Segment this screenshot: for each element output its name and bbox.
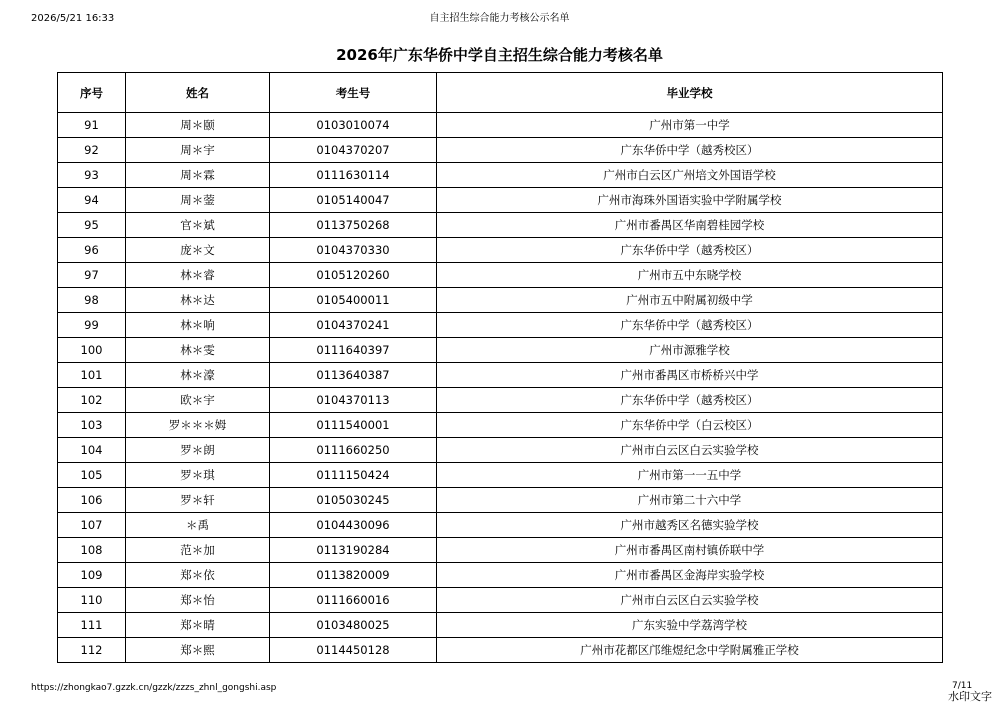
cell-name: 罗＊朗 <box>126 438 270 463</box>
column-header-seq: 序号 <box>58 73 126 113</box>
table-row <box>58 513 943 538</box>
table-row <box>58 463 943 488</box>
cell-school: 广州市白云区广州培文外国语学校 <box>437 163 943 188</box>
cell-student-id: 0104370330 <box>270 238 437 263</box>
table-row <box>58 263 943 288</box>
column-header-name: 姓名 <box>126 73 270 113</box>
cell-name: 林＊达 <box>126 288 270 313</box>
cell-school: 广东实验中学荔湾学校 <box>437 613 943 638</box>
cell-name: 罗＊＊＊姆 <box>126 413 270 438</box>
cell-school: 广州市番禺区南村镇侨联中学 <box>437 538 943 563</box>
cell-seq: 104 <box>58 438 126 463</box>
cell-name: 郑＊怡 <box>126 588 270 613</box>
print-doc-title: 自主招生综合能力考核公示名单 <box>429 13 570 24</box>
cell-name: 林＊雯 <box>126 338 270 363</box>
cell-name: 官＊斌 <box>126 213 270 238</box>
cell-seq: 107 <box>58 513 126 538</box>
table-row <box>58 288 943 313</box>
cell-name: 范＊加 <box>126 538 270 563</box>
cell-student-id: 0105120260 <box>270 263 437 288</box>
page-url: https://zhongkao7.gzzk.cn/gzzk/zzzs_zhnl_gongshi.asp <box>31 683 277 693</box>
cell-school: 广州市白云区白云实验学校 <box>437 438 943 463</box>
print-datetime: 2026/5/21 16:33 <box>31 13 115 24</box>
cell-name: 林＊濠 <box>126 363 270 388</box>
cell-school: 广东华侨中学（越秀校区） <box>437 238 943 263</box>
table-row <box>58 588 943 613</box>
column-header-school: 毕业学校 <box>437 73 943 113</box>
cell-seq: 103 <box>58 413 126 438</box>
page-number: 7/11 <box>952 681 973 691</box>
cell-seq: 91 <box>58 113 126 138</box>
cell-student-id: 0111540001 <box>270 413 437 438</box>
cell-seq: 106 <box>58 488 126 513</box>
cell-name: 郑＊晴 <box>126 613 270 638</box>
cell-name: 罗＊轩 <box>126 488 270 513</box>
cell-school: 广州市第二十六中学 <box>437 488 943 513</box>
cell-student-id: 0111630114 <box>270 163 437 188</box>
cell-name: 罗＊琪 <box>126 463 270 488</box>
watermark-text: 水印文字 <box>948 690 992 703</box>
cell-seq: 111 <box>58 613 126 638</box>
cell-seq: 105 <box>58 463 126 488</box>
cell-name: 庞＊文 <box>126 238 270 263</box>
cell-student-id: 0104430096 <box>270 513 437 538</box>
cell-seq: 109 <box>58 563 126 588</box>
cell-seq: 110 <box>58 588 126 613</box>
cell-school: 广州市番禺区市桥桥兴中学 <box>437 363 943 388</box>
cell-name: 周＊霖 <box>126 163 270 188</box>
cell-seq: 98 <box>58 288 126 313</box>
roster-table <box>57 72 943 663</box>
table-row <box>58 488 943 513</box>
cell-student-id: 0105030245 <box>270 488 437 513</box>
cell-seq: 99 <box>58 313 126 338</box>
cell-seq: 93 <box>58 163 126 188</box>
table-row <box>58 313 943 338</box>
cell-name: 郑＊熙 <box>126 638 270 663</box>
table-row <box>58 138 943 163</box>
table-row <box>58 213 943 238</box>
cell-seq: 102 <box>58 388 126 413</box>
cell-name: ＊禹 <box>126 513 270 538</box>
cell-student-id: 0113640387 <box>270 363 437 388</box>
cell-student-id: 0111660016 <box>270 588 437 613</box>
table-row <box>58 563 943 588</box>
cell-name: 林＊响 <box>126 313 270 338</box>
cell-name: 林＊睿 <box>126 263 270 288</box>
cell-school: 广州市番禺区华南碧桂园学校 <box>437 213 943 238</box>
cell-student-id: 0105140047 <box>270 188 437 213</box>
cell-seq: 96 <box>58 238 126 263</box>
cell-school: 广东华侨中学（白云校区） <box>437 413 943 438</box>
cell-student-id: 0111150424 <box>270 463 437 488</box>
cell-student-id: 0111640397 <box>270 338 437 363</box>
cell-student-id: 0113750268 <box>270 213 437 238</box>
cell-student-id: 0114450128 <box>270 638 437 663</box>
cell-name: 郑＊依 <box>126 563 270 588</box>
cell-name: 周＊颐 <box>126 113 270 138</box>
table-row <box>58 613 943 638</box>
cell-student-id: 0113190284 <box>270 538 437 563</box>
table-row <box>58 388 943 413</box>
cell-student-id: 0103010074 <box>270 113 437 138</box>
table-row <box>58 113 943 138</box>
table-row <box>58 363 943 388</box>
cell-student-id: 0105400011 <box>270 288 437 313</box>
cell-seq: 112 <box>58 638 126 663</box>
cell-school: 广州市白云区白云实验学校 <box>437 588 943 613</box>
table-row <box>58 188 943 213</box>
table-row <box>58 238 943 263</box>
column-header-id: 考生号 <box>270 73 437 113</box>
cell-school: 广东华侨中学（越秀校区） <box>437 138 943 163</box>
table-row <box>58 538 943 563</box>
cell-school: 广东华侨中学（越秀校区） <box>437 388 943 413</box>
cell-student-id: 0113820009 <box>270 563 437 588</box>
cell-seq: 95 <box>58 213 126 238</box>
cell-school: 广州市番禺区金海岸实验学校 <box>437 563 943 588</box>
page-title: 2026年广东华侨中学自主招生综合能力考核名单 <box>336 46 663 64</box>
cell-seq: 101 <box>58 363 126 388</box>
cell-school: 广州市花都区邝维煜纪念中学附属雅正学校 <box>437 638 943 663</box>
cell-student-id: 0104370113 <box>270 388 437 413</box>
cell-school: 广州市第一一五中学 <box>437 463 943 488</box>
cell-student-id: 0104370207 <box>270 138 437 163</box>
cell-seq: 108 <box>58 538 126 563</box>
cell-student-id: 0111660250 <box>270 438 437 463</box>
cell-seq: 100 <box>58 338 126 363</box>
table-row <box>58 338 943 363</box>
cell-school: 广州市海珠外国语实验中学附属学校 <box>437 188 943 213</box>
cell-school: 广州市五中东晓学校 <box>437 263 943 288</box>
cell-school: 广州市越秀区名德实验学校 <box>437 513 943 538</box>
table-row <box>58 438 943 463</box>
cell-seq: 97 <box>58 263 126 288</box>
table-body <box>58 113 943 663</box>
table-row <box>58 638 943 663</box>
cell-name: 周＊蓥 <box>126 188 270 213</box>
cell-school: 广东华侨中学（越秀校区） <box>437 313 943 338</box>
cell-student-id: 0104370241 <box>270 313 437 338</box>
cell-name: 欧＊宇 <box>126 388 270 413</box>
cell-school: 广州市第一中学 <box>437 113 943 138</box>
cell-student-id: 0103480025 <box>270 613 437 638</box>
table-row <box>58 163 943 188</box>
table-header-row <box>58 73 943 113</box>
cell-school: 广州市五中附属初级中学 <box>437 288 943 313</box>
cell-seq: 94 <box>58 188 126 213</box>
table-row <box>58 413 943 438</box>
cell-name: 周＊宇 <box>126 138 270 163</box>
cell-seq: 92 <box>58 138 126 163</box>
cell-school: 广州市源雅学校 <box>437 338 943 363</box>
